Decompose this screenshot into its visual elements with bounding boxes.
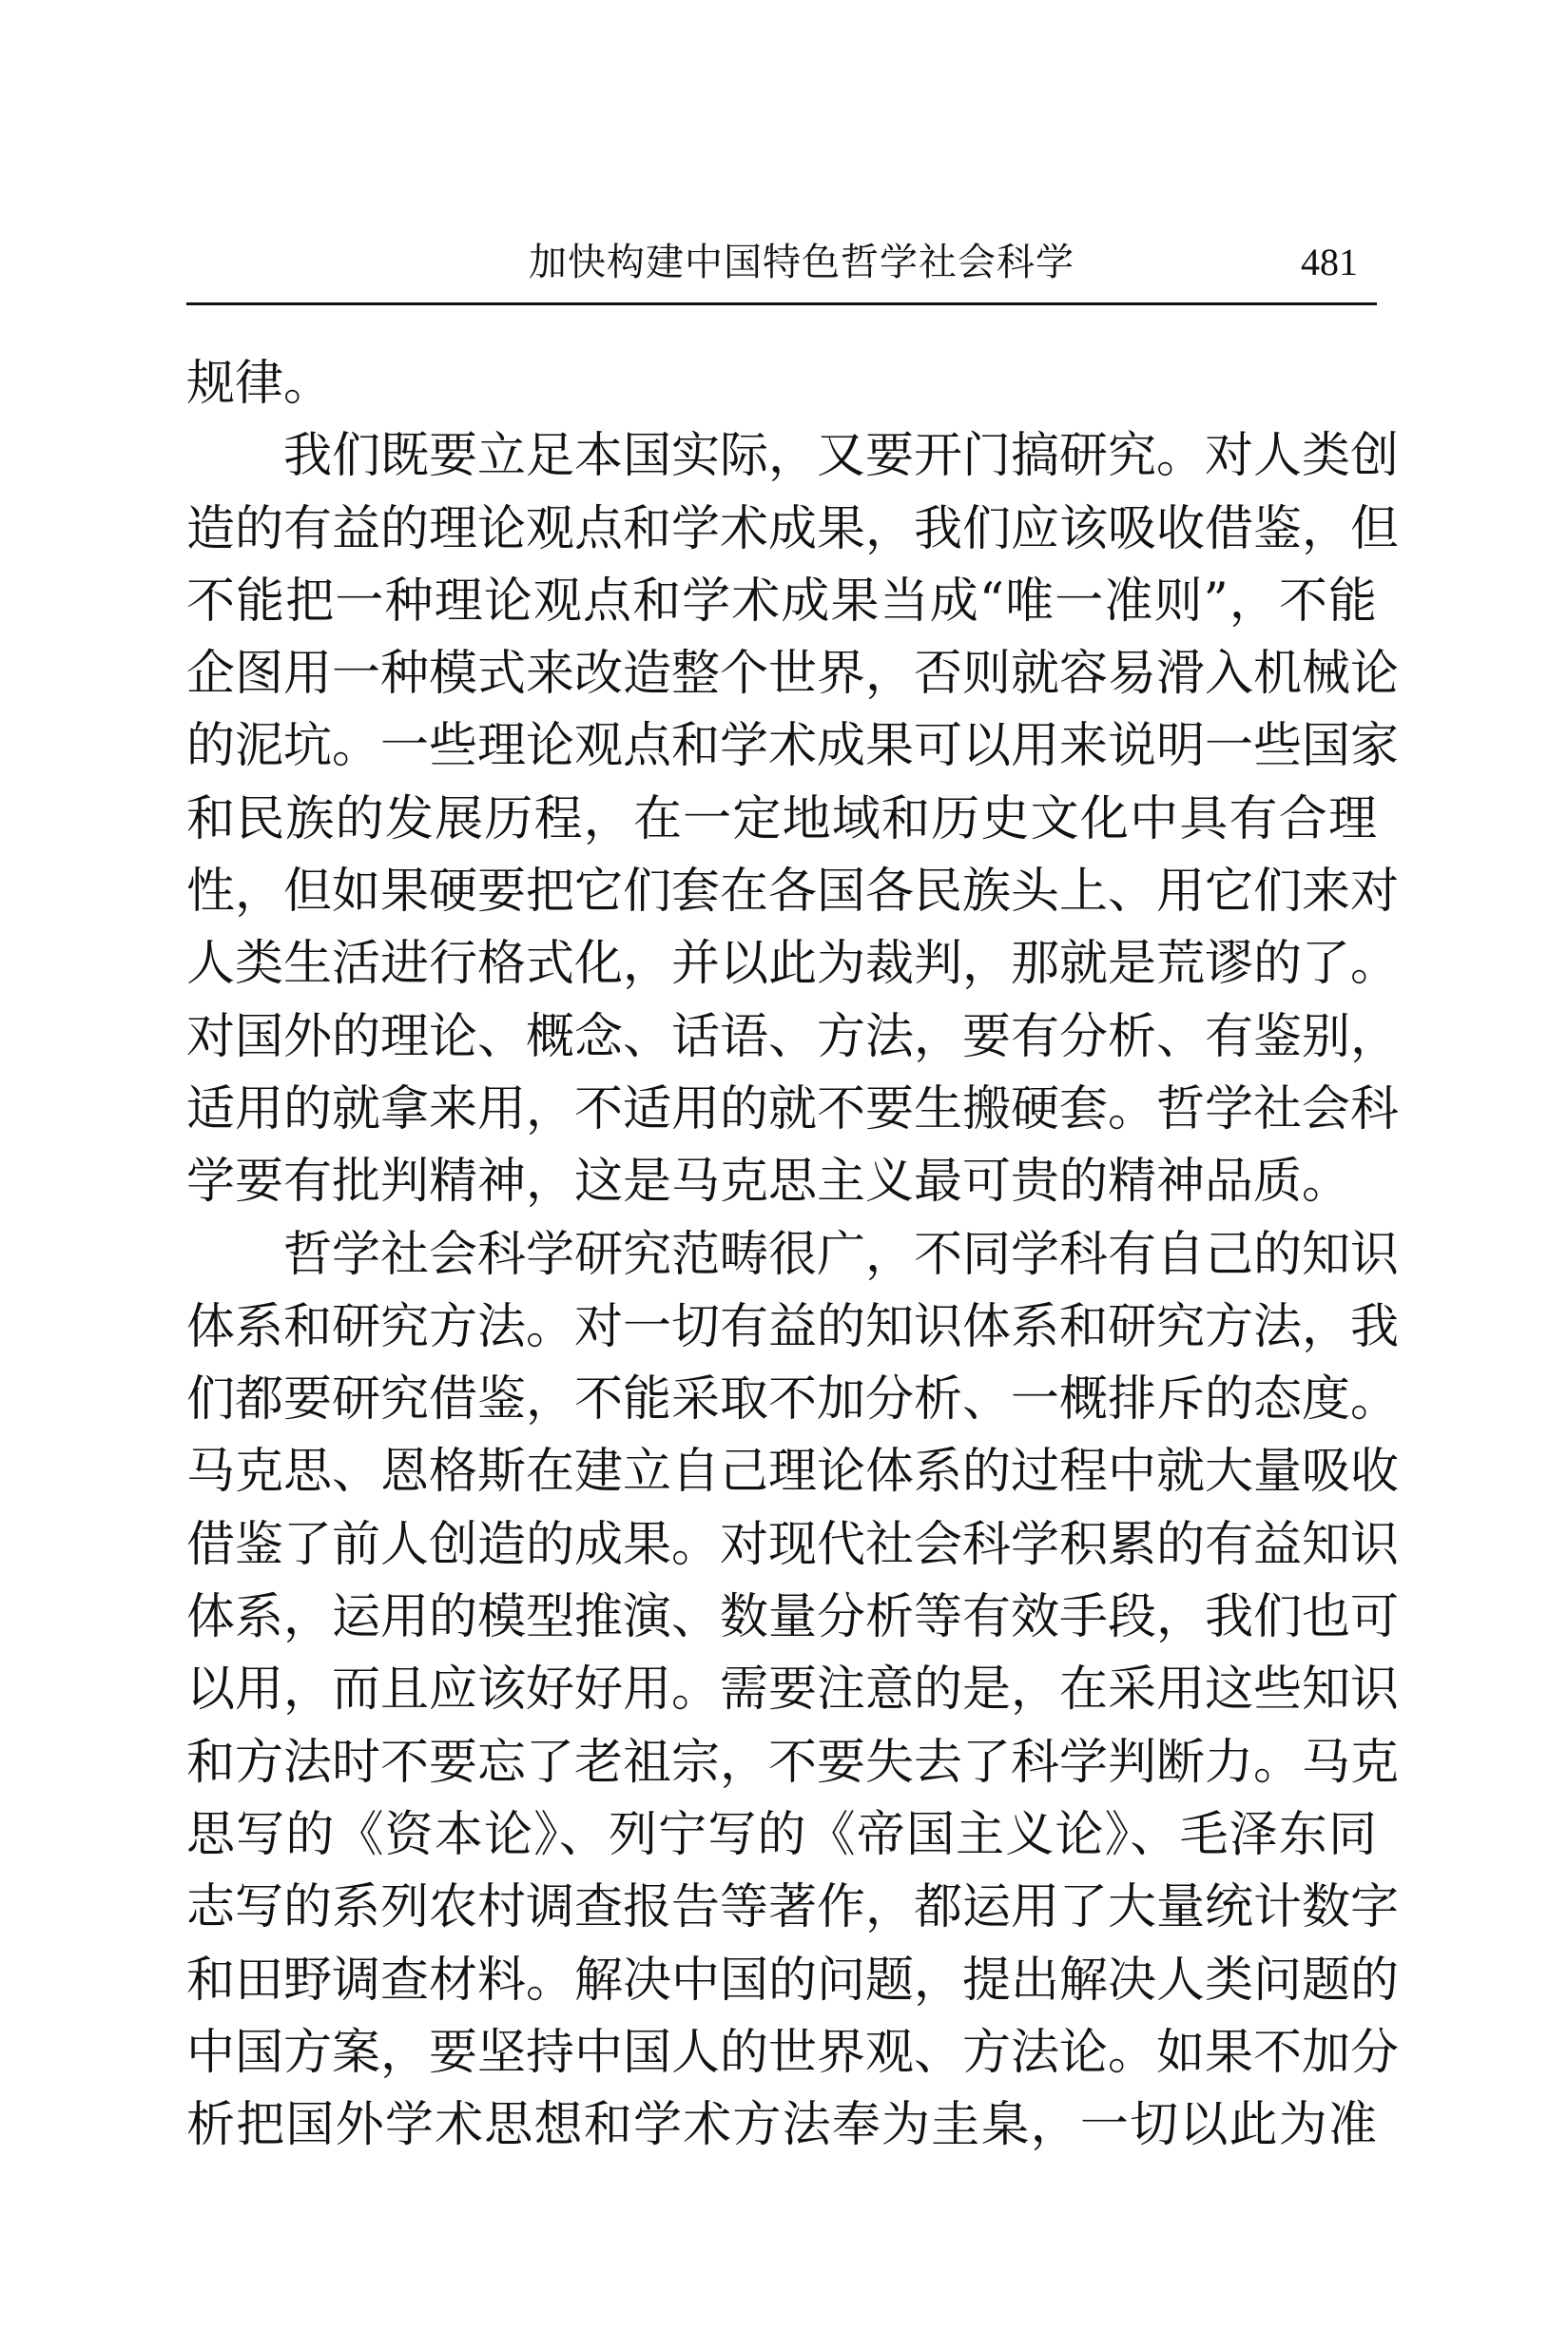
text-line: 和方法时不要忘了老祖宗，不要失去了科学判断力。马克 [186, 1734, 1400, 1791]
text-line: 造的有益的理论观点和学术成果，我们应该吸收借鉴，但 [186, 500, 1400, 557]
text-line: 们都要研究借鉴，不能采取不加分析、一概排斥的态度。 [186, 1371, 1400, 1429]
text-line: 哲学社会科学研究范畴很广，不同学科有自己的知识 [186, 1226, 1400, 1283]
text-line: 体系，运用的模型推演、数量分析等有效手段，我们也可 [186, 1589, 1400, 1646]
text-line: 不能把一种理论观点和学术成果当成“唯一准则”，不能 [186, 573, 1377, 630]
text-line: 的泥坑。一些理论观点和学术成果可以用来说明一些国家 [186, 718, 1400, 775]
text-line: 思写的《资本论》、列宁写的《帝国主义论》、毛泽东同 [186, 1806, 1377, 1863]
text-line: 以用，而且应该好好用。需要注意的是，在采用这些知识 [186, 1662, 1400, 1719]
text-line: 性，但如果硬要把它们套在各国各民族头上、用它们来对 [186, 864, 1400, 921]
text-line: 体系和研究方法。对一切有益的知识体系和研究方法，我 [186, 1298, 1400, 1355]
text-line: 学要有批判精神，这是马克思主义最可贵的精神品质。 [186, 1154, 1351, 1211]
text-line: 中国方案，要坚持中国人的世界观、方法论。如果不加分 [186, 2024, 1400, 2081]
text-line: 和田野调查材料。解决中国的问题，提出解决人类问题的 [186, 1952, 1400, 2009]
text-line: 和民族的发展历程，在一定地域和历史文化中具有合理 [186, 790, 1377, 847]
text-line: 借鉴了前人创造的成果。对现代社会科学积累的有益知识 [186, 1516, 1400, 1573]
running-header [186, 236, 1377, 301]
header-title: 加快构建中国特色哲学社会科学 [529, 241, 1074, 284]
body-text [186, 348, 1400, 2162]
text-line: 人类生活进行格式化，并以此为裁判，那就是荒谬的了。 [186, 936, 1400, 993]
text-line: 企图用一种模式来改造整个世界，否则就容易滑入机械论 [186, 646, 1400, 703]
text-line: 我们既要立足本国实际，又要开门搞研究。对人类创 [186, 428, 1400, 485]
text-line: 规律。 [186, 356, 333, 412]
header-rule [186, 302, 1377, 305]
text-line: 析把国外学术思想和学术方法奉为圭臬，一切以此为准 [186, 2097, 1377, 2154]
text-line: 适用的就拿来用，不适用的就不要生搬硬套。哲学社会科 [186, 1080, 1400, 1137]
text-line: 马克思、恩格斯在建立自己理论体系的过程中就大量吸收 [186, 1444, 1400, 1501]
text-line: 志写的系列农村调查报告等著作，都运用了大量统计数字 [186, 1879, 1400, 1936]
text-line: 对国外的理论、概念、话语、方法，要有分析、有鉴别， [186, 1008, 1400, 1065]
page-number: 481 [1301, 241, 1358, 283]
